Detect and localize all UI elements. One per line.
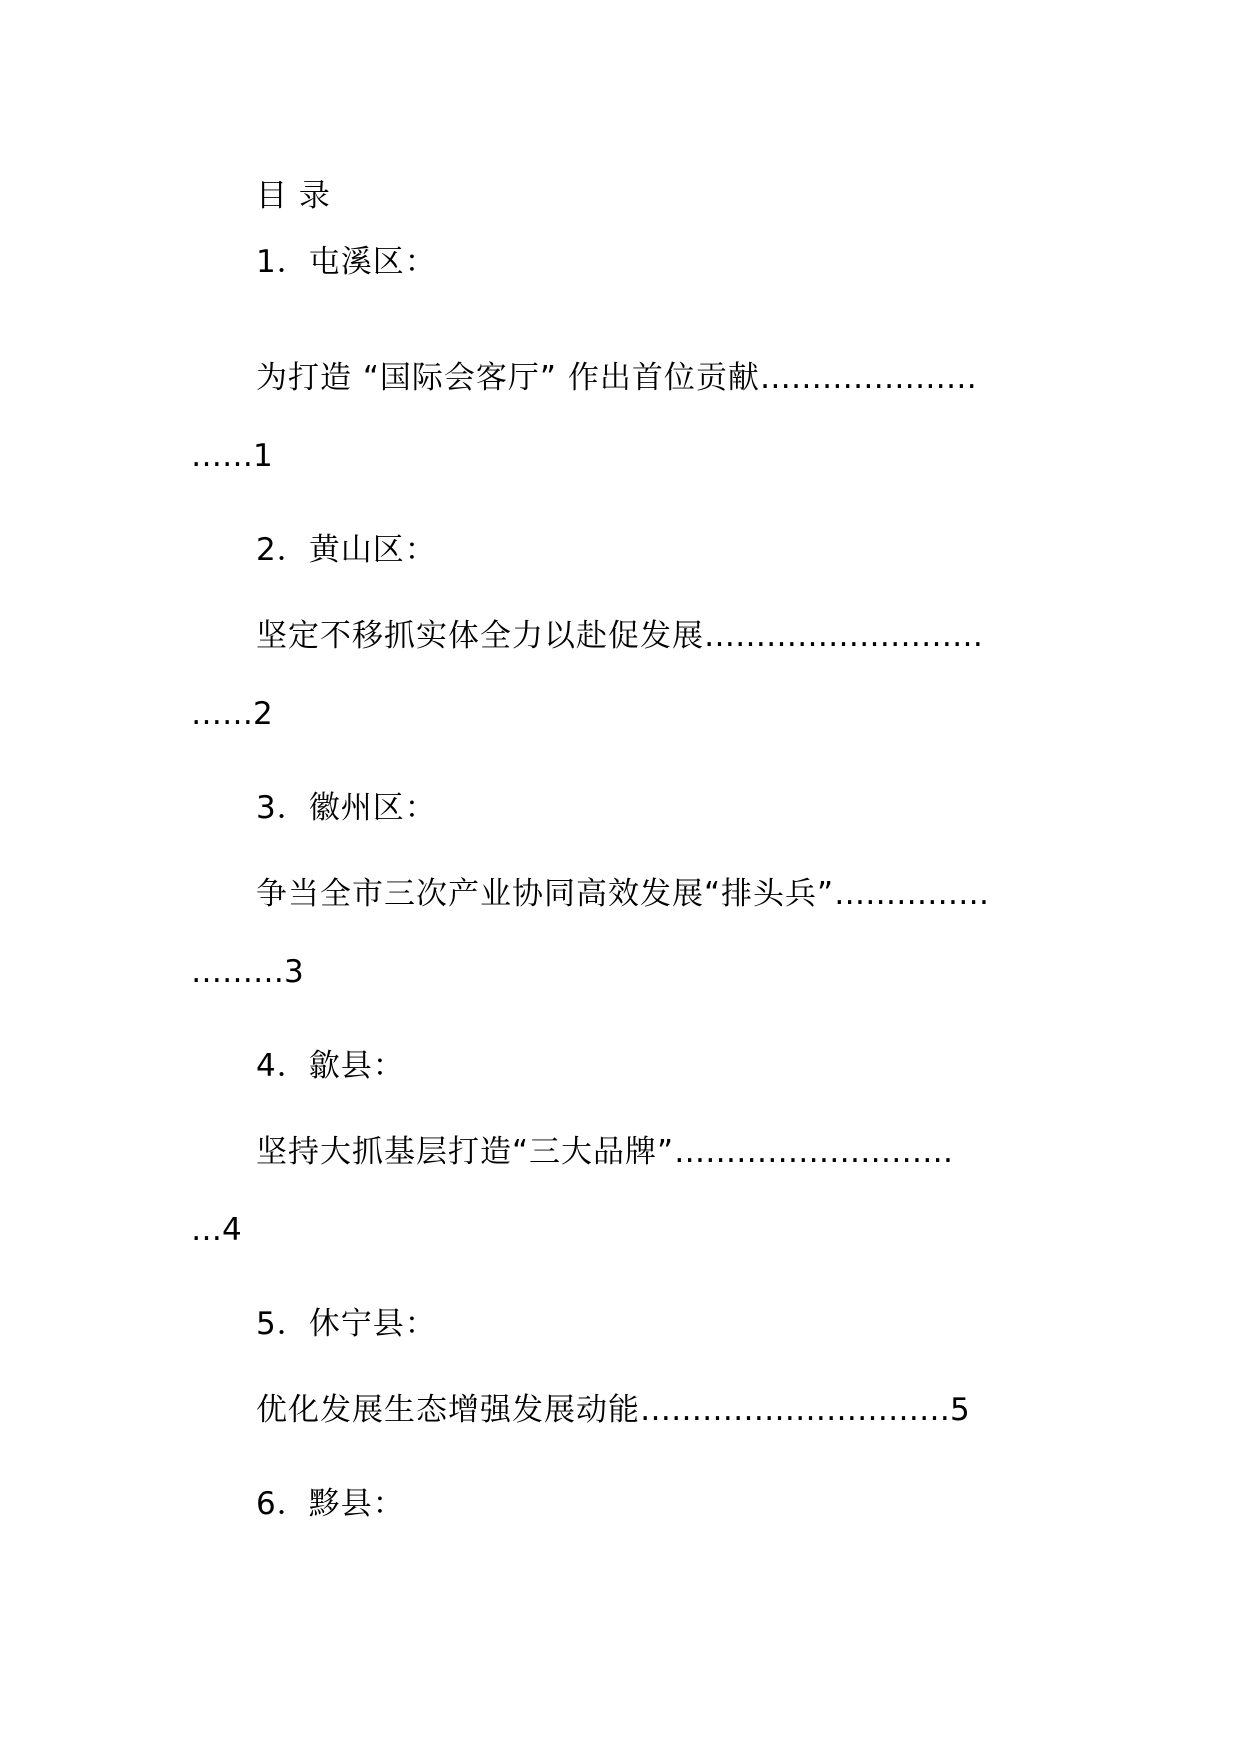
toc-entry-title: 优化发展生态增强发展动能 <box>256 1392 640 1428</box>
toc-section-label: 5．休宁县： <box>256 1306 437 1342</box>
toc-entry-title: 坚定不移抓实体全力以赴促发展 <box>256 618 704 654</box>
toc-entry-continuation <box>191 436 274 476</box>
toc-section-label: 4．歙县： <box>256 1048 405 1084</box>
toc-section-label: 2．黄山区： <box>256 532 437 568</box>
toc-page-number: 3 <box>284 954 305 990</box>
toc-entry-continuation <box>191 952 305 992</box>
toc-leader-dots: …… <box>191 438 253 474</box>
toc-entry-title: 争当全市三次产业协同高效发展“排头兵” <box>256 876 835 912</box>
toc-leader-dots: …………… <box>834 876 990 912</box>
toc-leader-dots: ……………………… <box>674 1134 954 1170</box>
toc-leader-dots: ………………… <box>759 360 977 396</box>
toc-section-label: 6．黟县： <box>256 1486 405 1522</box>
toc-leader-dots: ……… <box>191 954 284 990</box>
toc-entry-continuation <box>191 694 274 734</box>
toc-section-label: 3．徽州区： <box>256 790 437 826</box>
toc-entry-title-line <box>256 616 983 656</box>
toc-heading: 目 录 <box>256 178 331 214</box>
toc-entry-continuation <box>191 1210 243 1250</box>
toc-section-label: 1．屯溪区： <box>256 244 437 280</box>
toc-leader-dots: ……………………… <box>704 618 983 654</box>
toc-entry-title-line <box>256 1132 953 1172</box>
toc-entry-title-line <box>256 1390 971 1430</box>
toc-entry-title-line <box>256 874 989 914</box>
toc-leader-dots: …… <box>191 696 253 732</box>
toc-page-number: 1 <box>253 438 274 474</box>
toc-page-number: 4 <box>222 1212 243 1248</box>
toc-entry-title-line <box>256 358 977 398</box>
toc-page-number: 2 <box>253 696 274 732</box>
toc-leader-dots: … <box>191 1212 222 1248</box>
toc-leader-dots: ………………………… <box>640 1392 950 1428</box>
toc-entry-title: 坚持大抓基层打造“三大品牌” <box>256 1134 675 1170</box>
toc-page-number: 5 <box>950 1392 971 1428</box>
toc-entry-title: 为打造 “国际会客厅” 作出首位贡献 <box>256 360 760 396</box>
